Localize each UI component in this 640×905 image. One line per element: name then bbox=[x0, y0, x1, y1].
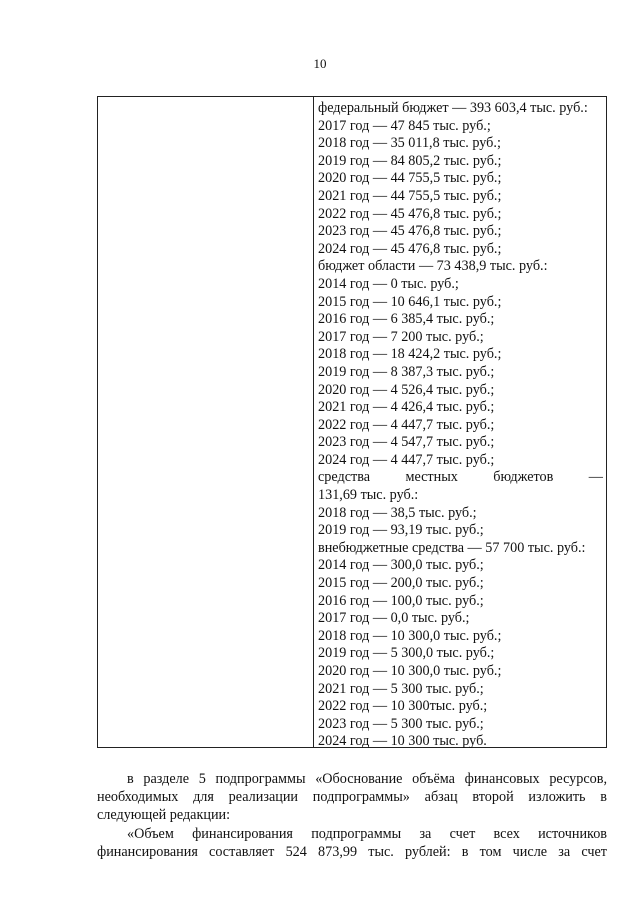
funding-line: 2014 год — 300,0 тыс. руб.; bbox=[318, 557, 484, 574]
local-budget-line bbox=[318, 469, 603, 487]
funding-table bbox=[97, 96, 607, 748]
funding-line: 2015 год — 200,0 тыс. руб.; bbox=[318, 575, 484, 592]
table-column-divider bbox=[313, 97, 314, 747]
funding-line: 2023 год — 5 300 тыс. руб.; bbox=[318, 715, 484, 732]
funding-line: 2018 год — 18 424,2 тыс. руб.; bbox=[318, 346, 502, 363]
funding-line: 2018 год — 38,5 тыс. руб.; bbox=[318, 504, 477, 521]
funding-line: 2018 год — 10 300,0 тыс. руб.; bbox=[318, 627, 502, 644]
local-budget-word: бюджетов bbox=[493, 469, 554, 486]
funding-line: 2018 год — 35 011,8 тыс. руб.; bbox=[318, 135, 501, 152]
funding-line: 2021 год — 5 300 тыс. руб.; bbox=[318, 680, 484, 697]
funding-line: 2022 год — 10 300тыс. руб.; bbox=[318, 698, 488, 715]
funding-line: 2015 год — 10 646,1 тыс. руб.; bbox=[318, 293, 502, 310]
paragraph-line: в разделе 5 подпрограммы «Обоснование объёма финансовых ресурсов, bbox=[127, 771, 607, 787]
funding-line: 2016 год — 100,0 тыс. руб.; bbox=[318, 592, 484, 609]
funding-line: бюджет области — 73 438,9 тыс. руб.: bbox=[318, 258, 548, 275]
funding-line: 2022 год — 4 447,7 тыс. руб.; bbox=[318, 416, 495, 433]
funding-line: 2019 год — 8 387,3 тыс. руб.; bbox=[318, 363, 495, 380]
funding-paragraph bbox=[97, 825, 607, 861]
funding-line: 2017 год — 0,0 тыс. руб.; bbox=[318, 610, 470, 627]
funding-line: 131,69 тыс. руб.: bbox=[318, 487, 419, 504]
funding-line: 2019 год — 5 300,0 тыс. руб.; bbox=[318, 645, 495, 662]
funding-line: 2024 год — 4 447,7 тыс. руб.; bbox=[318, 451, 495, 468]
funding-line: 2024 год — 45 476,8 тыс. руб.; bbox=[318, 240, 502, 257]
amendment-paragraph bbox=[97, 770, 607, 824]
funding-line: 2023 год — 45 476,8 тыс. руб.; bbox=[318, 223, 502, 240]
funding-line: 2023 год — 4 547,7 тыс. руб.; bbox=[318, 434, 495, 451]
funding-line: 2021 год — 44 755,5 тыс. руб.; bbox=[318, 187, 502, 204]
funding-line: 2017 год — 7 200 тыс. руб.; bbox=[318, 328, 484, 345]
funding-line: 2024 год — 10 300 тыс. руб. bbox=[318, 733, 487, 750]
funding-cell bbox=[318, 100, 603, 751]
funding-line: 2022 год — 45 476,8 тыс. руб.; bbox=[318, 205, 502, 222]
local-budget-word: средства bbox=[318, 469, 371, 486]
page-number: 10 bbox=[313, 56, 327, 71]
funding-line: 2014 год — 0 тыс. руб.; bbox=[318, 275, 459, 292]
funding-line: 2021 год — 4 426,4 тыс. руб.; bbox=[318, 399, 495, 416]
funding-lines-group bbox=[318, 100, 603, 469]
local-budget-word: местных bbox=[405, 469, 458, 486]
funding-line: 2020 год — 4 526,4 тыс. руб.; bbox=[318, 381, 495, 398]
paragraph-line: необходимых для реализации подпрограммы» абзац второй изложить в bbox=[97, 789, 607, 805]
funding-line: 2019 год — 84 805,2 тыс. руб.; bbox=[318, 152, 502, 169]
funding-lines-group bbox=[318, 487, 603, 751]
funding-line: внебюджетные средства — 57 700 тыс. руб.: bbox=[318, 539, 586, 556]
funding-line: 2020 год — 44 755,5 тыс. руб.; bbox=[318, 170, 502, 187]
funding-line: 2016 год — 6 385,4 тыс. руб.; bbox=[318, 311, 495, 328]
paragraph-line: «Объем финансирования подпрограммы за счет всех источников bbox=[127, 826, 607, 842]
funding-line: 2017 год — 47 845 тыс. руб.; bbox=[318, 117, 491, 134]
funding-line: федеральный бюджет — 393 603,4 тыс. руб.: bbox=[318, 100, 588, 116]
funding-line: 2020 год — 10 300,0 тыс. руб.; bbox=[318, 663, 502, 679]
paragraph-line: финансирования составляет 524 873,99 тыс. рублей: в том числе за счет bbox=[97, 844, 607, 860]
local-budget-word: — bbox=[588, 469, 603, 486]
funding-line: 2019 год — 93,19 тыс. руб.; bbox=[318, 522, 484, 539]
paragraph-line: следующей редакции: bbox=[97, 807, 231, 823]
